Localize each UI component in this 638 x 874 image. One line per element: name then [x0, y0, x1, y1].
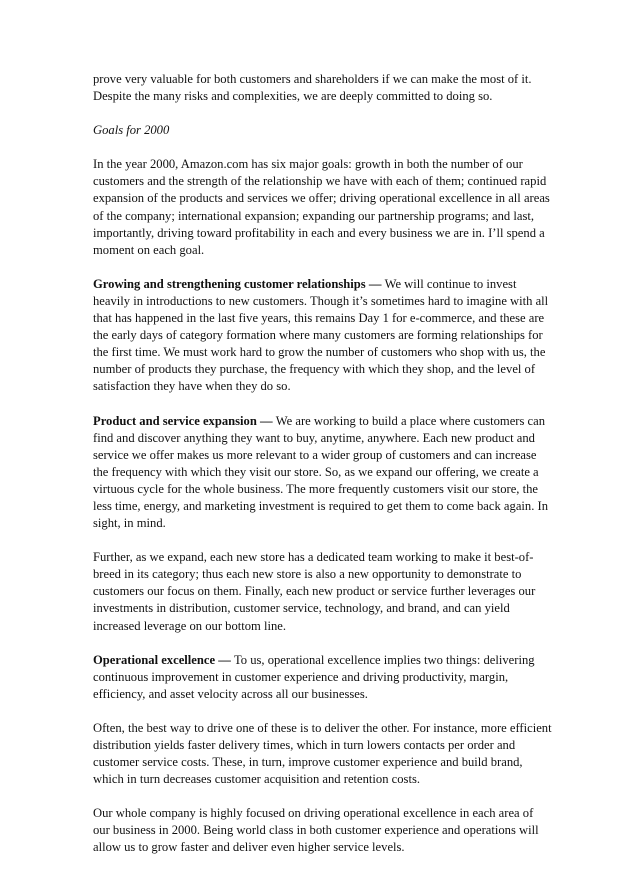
- paragraph-further: Further, as we expand, each new store has a dedicated team working to make it best-of-breed in its category; thus each new store is also a new opportunity to demonstrate to customers our focus on them. Finally, each new product or service further leverages our investments in distribution, customer service, technology, and brand, and can yield increased leverage on our bottom line.: [93, 550, 536, 633]
- section-customer-relationships: [93, 276, 553, 396]
- section-lead-customer-relationships: Growing and strengthening customer relationships: [93, 276, 366, 291]
- paragraph-whole-company: Our whole company is highly focused on driving operational excellence in each area of our business in 2000. Being world class in both customer experience and operations will allow us to grow faster and deliver even higher service levels.: [93, 806, 539, 855]
- goals-heading: Goals for 2000: [93, 123, 170, 138]
- section-lead-product-service-expansion: Product and service expansion: [93, 413, 257, 428]
- section-product-service-expansion: [93, 413, 553, 533]
- letter-page: [93, 71, 553, 874]
- section-operational-excellence: [93, 652, 553, 703]
- section-lead-operational-excellence: Operational excellence: [93, 652, 216, 667]
- section-body-operational-excellence: To us, operational excellence implies two things: delivering continuous improvement in customer experience and driving productivity, margin, efficiency, and asset velocity across all our businesses.: [93, 652, 535, 701]
- paragraph-often: Often, the best way to drive one of these is to deliver the other. For instance, more efficient distribution yields faster delivery times, which in turn lowers contacts per order and customer service costs. These, in turn, improve customer experience and build brand, which in turn decreases customer acquisition and retention costs.: [93, 720, 552, 787]
- section-body-customer-relationships: We will continue to invest heavily in introductions to new customers. Though it’s sometimes hard to imagine with all that has happened in the last five years, this remains Day 1 for e-commerce, and these are the early days of category formation where many customers are forming relationships for the first time. We must work hard to grow the number of customers who shop with us, the number of products they purchase, the frequency with which they shop, and the level of satisfaction they have when they do so.: [93, 276, 549, 394]
- em-dash: —: [365, 276, 385, 291]
- section-body-product-service-expansion: We are working to build a place where customers can find and discover anything they want to buy, anytime, anywhere. Each new product and service we offer makes us more relevant to a wider group of customers and can increase the frequency with which they visit our store. So, as we expand our offering, we create a virtuous cycle for the whole business. The more frequently customers visit our store, the less time, energy, and marketing investment is required to get them to come back again. In sight, in mind.: [93, 413, 548, 531]
- paragraph-intro-continued: prove very valuable for both customers and shareholders if we can make the most of it. Despite the many risks and complexities, we are deeply committed to doing so.: [93, 72, 532, 104]
- em-dash: —: [215, 652, 234, 667]
- em-dash: —: [256, 413, 276, 428]
- paragraph-goals: In the year 2000, Amazon.com has six major goals: growth in both the number of our customers and the strength of the relationship we have with each of them; continued rapid expansion of the products and services we offer; driving operational excellence in all areas of the company; international expansion; expanding our partnership programs; and last, importantly, driving toward profitability in each and every business we are in. I’ll spend a moment on each goal.: [93, 157, 550, 257]
